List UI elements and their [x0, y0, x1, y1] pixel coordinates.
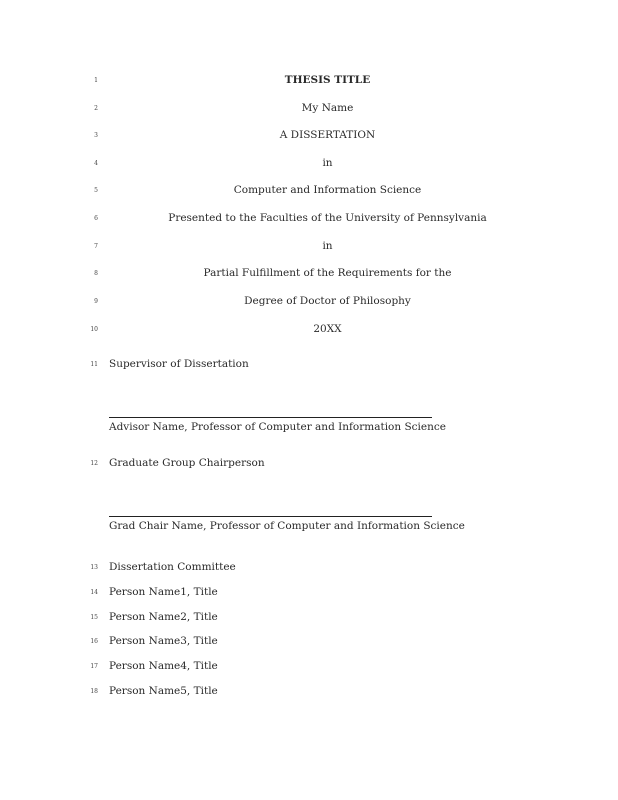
document-type: A DISSERTATION: [279, 129, 376, 141]
line-number: 6: [94, 215, 98, 222]
line-number: 16: [90, 638, 98, 645]
committee-member: Person Name5, Title: [109, 685, 218, 697]
line-number: 2: [94, 105, 98, 112]
chair-heading: Graduate Group Chairperson: [109, 457, 265, 469]
line-number: 15: [90, 614, 98, 621]
chair-name: Grad Chair Name, Professor of Computer and Information Science: [109, 520, 465, 532]
line-number: 7: [94, 243, 98, 250]
year: 20XX: [313, 323, 342, 335]
line-number: 8: [94, 270, 98, 277]
field-of-study: Computer and Information Science: [233, 184, 422, 196]
author-name: My Name: [301, 102, 354, 114]
line-number: 4: [94, 160, 98, 167]
line-number: 1: [94, 77, 98, 84]
line-number: 13: [90, 564, 98, 571]
line-number: 17: [90, 663, 98, 670]
in-text: in: [322, 240, 333, 252]
in-text: in: [322, 157, 333, 169]
line-number: 11: [90, 361, 98, 368]
committee-member: Person Name2, Title: [109, 611, 218, 623]
supervisor-name: Advisor Name, Professor of Computer and Information Science: [109, 421, 446, 433]
committee-member: Person Name4, Title: [109, 660, 218, 672]
line-number: 14: [90, 589, 98, 596]
line-number: 12: [90, 460, 98, 467]
line-number: 10: [90, 326, 98, 333]
degree-statement: Degree of Doctor of Philosophy: [244, 295, 411, 307]
committee-member: Person Name1, Title: [109, 586, 218, 598]
presented-statement: Presented to the Faculties of the University of Pennsylvania: [168, 212, 487, 224]
supervisor-signature-line: [109, 417, 432, 418]
chair-signature-line: [109, 516, 432, 517]
supervisor-heading: Supervisor of Dissertation: [109, 358, 249, 370]
committee-member: Person Name3, Title: [109, 635, 218, 647]
line-number: 5: [94, 187, 98, 194]
thesis-title: THESIS TITLE: [284, 74, 371, 86]
line-number: 9: [94, 298, 98, 305]
line-number: 18: [90, 688, 98, 695]
line-number: 3: [94, 132, 98, 139]
committee-heading: Dissertation Committee: [109, 561, 236, 573]
fulfillment-statement: Partial Fulfillment of the Requirements for the: [203, 267, 452, 279]
